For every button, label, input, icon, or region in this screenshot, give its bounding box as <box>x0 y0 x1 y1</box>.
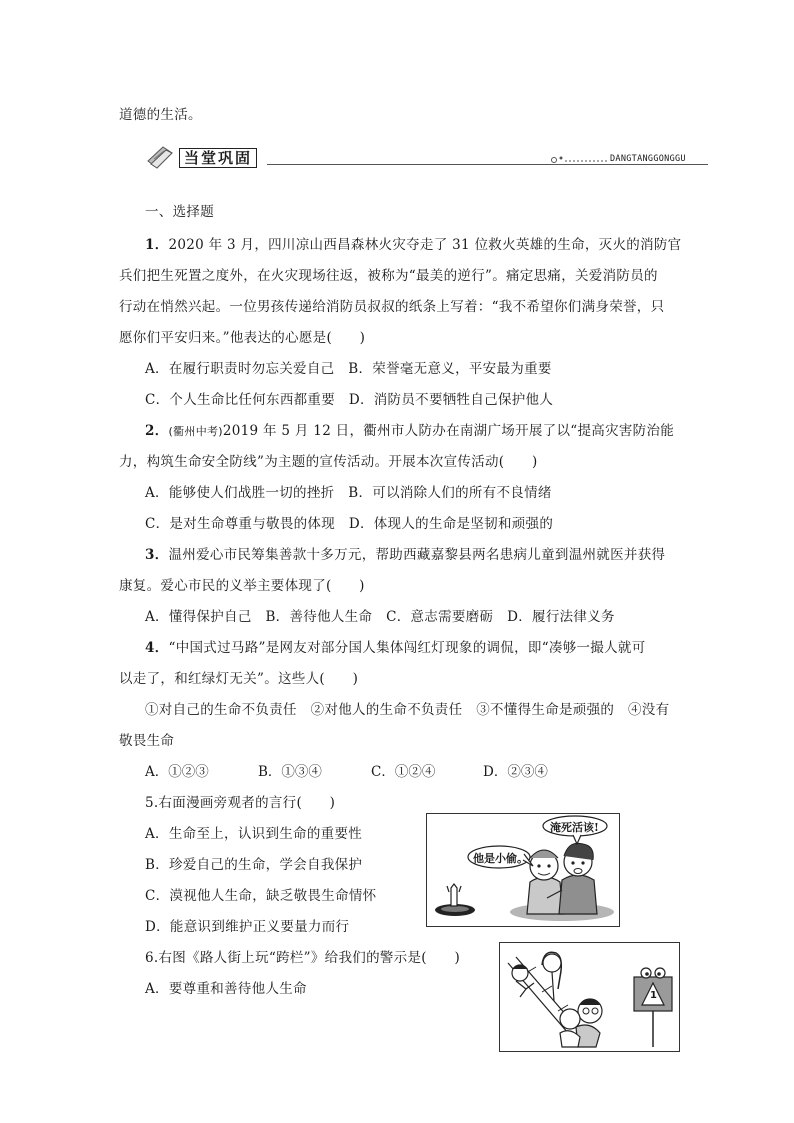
q1-line-4: 愿你们平安归来。”他表达的心愿是( ) <box>119 330 366 346</box>
q4-line-3: ①对自己的生命不负责任 ②对他人的生命不负责任 ③不懂得生命是顽强的 ④没有 <box>145 702 670 718</box>
section-header-subtitle: DANGTANGGONGGU <box>610 154 686 164</box>
q4-option-b: B．①③④ <box>258 764 322 780</box>
q5-option-a: A．生命至上，认识到生命的重要性 <box>145 826 363 842</box>
q2-line-1: 2．(衢州中考)2019 年 5 月 12 日，衢州市人防办在南湖广场开展了以“提高灾害防治能 <box>145 423 675 439</box>
q3-line-1: 3．温州爱心市民筹集善款十多万元，帮助西藏嘉黎县两名患病儿童到温州就医并获得 <box>145 547 666 563</box>
q6-stem: 6.右图《路人街上玩“跨栏”》给我们的警示是( ) <box>145 950 461 966</box>
q4-option-d: D．②③④ <box>483 764 548 780</box>
q2-options-ab: A．能够使人们战胜一切的挫折 B．可以消除人们的所有不良情绪 <box>145 485 552 501</box>
q2-source-tag: (衢州中考) <box>168 425 223 438</box>
q4-line-2: 以走了，和红绿灯无关”。这些人( ) <box>119 671 359 687</box>
header-rule <box>267 164 708 165</box>
q1-line-2: 兵们把生死置之度外，在火灾现场往返，被称为“最美的逆行”。痛定思痛，关爱消防员的 <box>119 268 658 284</box>
q5-bubble-2: 他是小偷。 <box>473 852 528 865</box>
q1-line-1: 1．2020 年 3 月，四川凉山西昌森林火灾夺走了 31 位救火英雄的生命，灭火的消防官 <box>145 237 682 253</box>
q4-option-c: C．①②④ <box>371 764 436 780</box>
q5-option-d: D．能意识到维护正义要量力而行 <box>145 919 350 935</box>
q4-number: 4． <box>145 640 169 656</box>
q6-sign-label: 1 <box>650 990 657 1001</box>
q4-line-4: 敬畏生命 <box>119 733 175 749</box>
q6-option-a: A．要尊重和善待他人生命 <box>145 981 307 997</box>
section-header-title: 当堂巩固 <box>179 148 257 168</box>
q3-line-2: 康复。爱心市民的义举主要体现了( ) <box>119 578 365 594</box>
q1-options-cd: C．个人生命比任何东西都重要 D．消防员不要牺牲自己保护他人 <box>145 392 554 408</box>
intro-text: 道德的生活。 <box>119 107 202 123</box>
q2-number: 2． <box>145 423 169 439</box>
book-icon <box>145 143 175 171</box>
q2-line-2: 力，构筑生命安全防线”为主题的宣传活动。开展本次宣传活动( ) <box>119 454 538 470</box>
q3-options: A．懂得保护自己 B．善待他人生命 C．意志需要磨砺 D．履行法律义务 <box>145 609 615 625</box>
section-title: 一、选择题 <box>145 204 214 220</box>
q6-cartoon <box>499 942 680 1052</box>
q1-options-ab: A．在履行职责时勿忘关爱自己 B．荣誉毫无意义，平安最为重要 <box>145 361 552 377</box>
q4-option-a: A．①②③ <box>145 764 209 780</box>
dots-ornament-icon <box>550 154 610 166</box>
section-header <box>145 143 708 173</box>
q3-number: 3． <box>145 547 169 563</box>
q1-number: 1． <box>145 237 169 253</box>
q2-options-cd: C．是对生命尊重与敬畏的体现 D．体现人的生命是坚韧和顽强的 <box>145 516 554 532</box>
q5-option-b: B．珍爱自己的生命，学会自我保护 <box>145 857 363 873</box>
q5-option-c: C．漠视他人生命，缺乏敬畏生命情怀 <box>145 888 377 904</box>
q4-line-1: 4．“中国式过马路”是网友对部分国人集体闯红灯现象的调侃，即“凑够一撮人就可 <box>145 640 646 656</box>
q5-stem: 5.右面漫画旁观者的言行( ) <box>145 795 336 811</box>
q1-line-3: 行动在悄然兴起。一位男孩传递给消防员叔叔的纸条上写着：“我不希望你们满身荣誉，只 <box>119 299 665 315</box>
q5-cartoon <box>426 813 620 927</box>
q5-bubble-1: 淹死活该! <box>550 821 599 834</box>
